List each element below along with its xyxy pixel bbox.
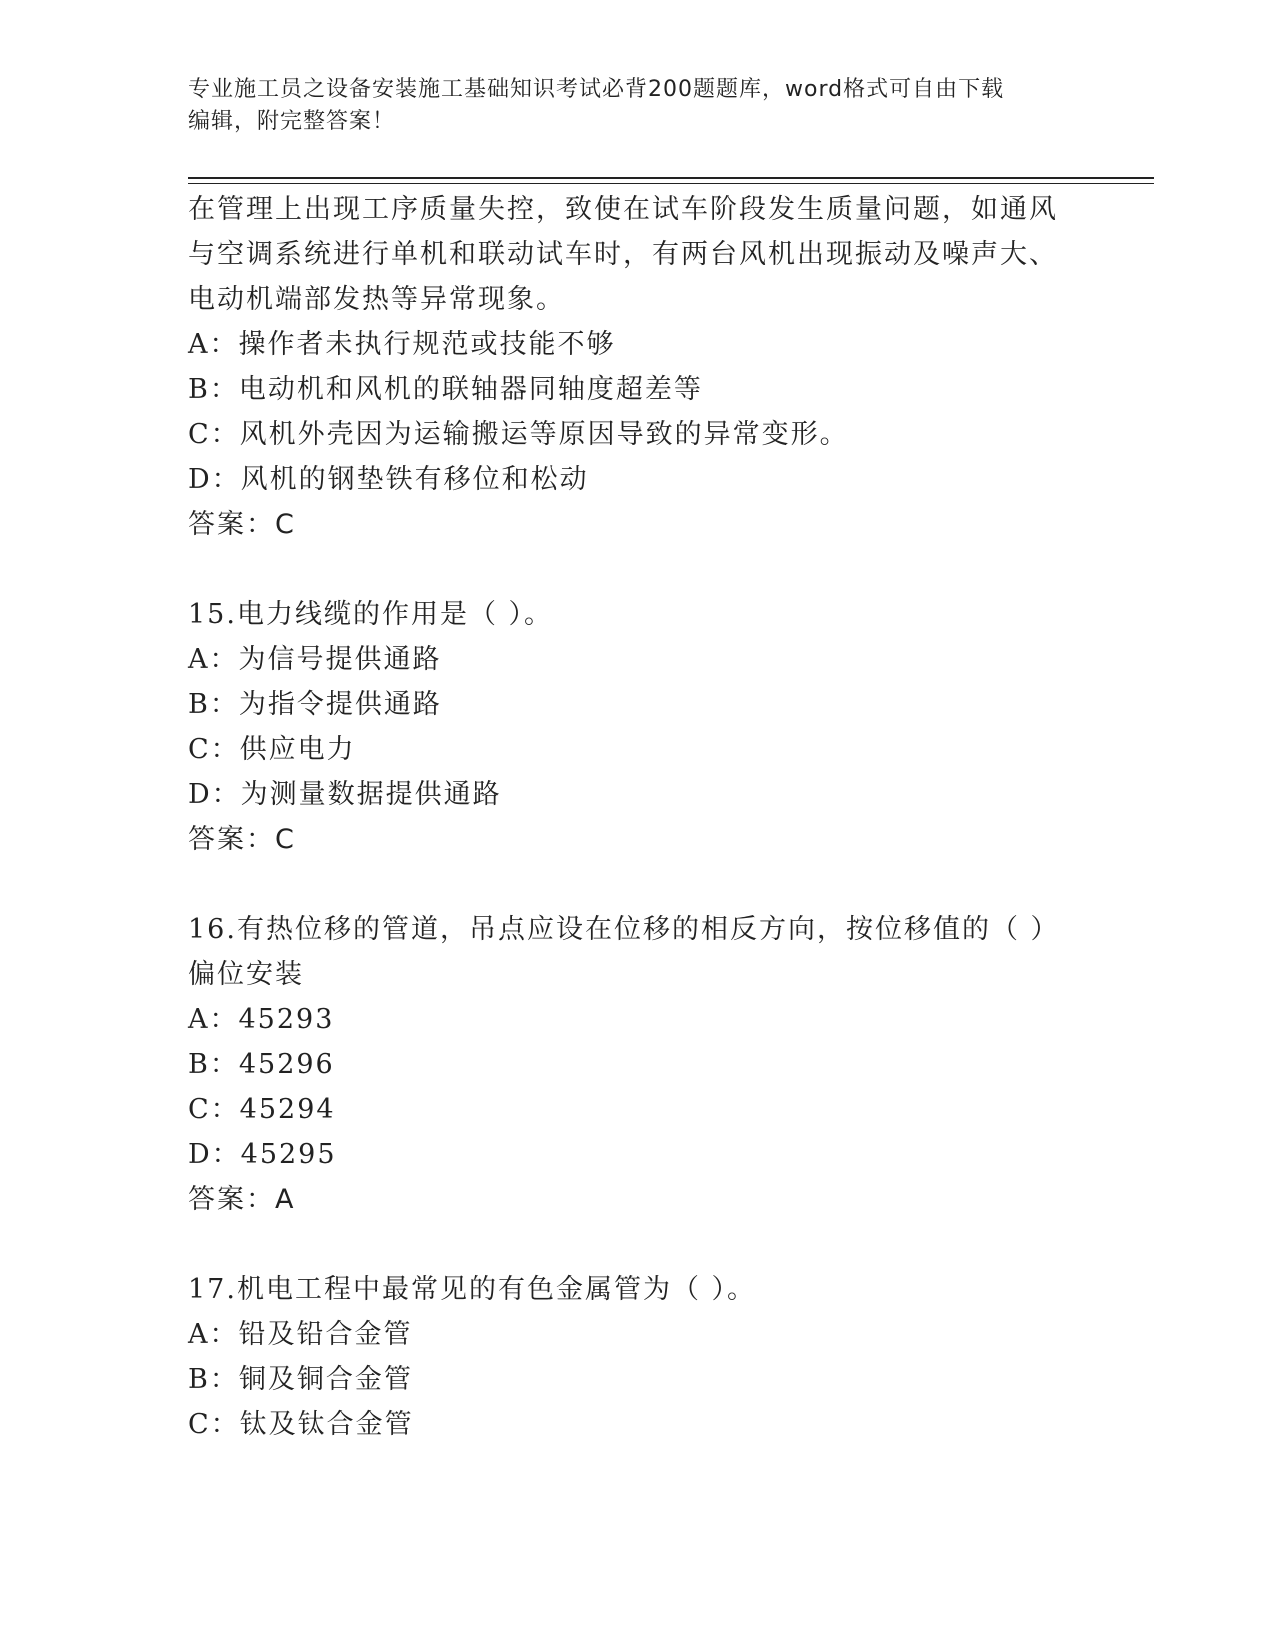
question-15-option-a: A：为信号提供通路 [188,644,442,675]
question-list [188,187,1068,1447]
question-15-option-c: C：供应电力 [188,734,356,765]
question-17-option-b: B：铜及铜合金管 [188,1364,413,1395]
question-16-option-d: D：45295 [188,1139,337,1170]
question-15-stem-line-1: 15.电力线缆的作用是（ ）。 [188,599,554,630]
header-divider-thick [188,177,1154,179]
question-14-option-c: C：风机外壳因为运输搬运等原因导致的异常变形。 [188,419,849,450]
question-spacer [188,547,1068,592]
question-16-option-a: A：45293 [188,1004,335,1035]
header-title-line-2: 编辑，附完整答案！ [188,109,396,134]
question-15-option-b: B：为指令提供通路 [188,689,442,720]
question-16-answer: 答案：A [188,1184,296,1215]
question-16-option-c: C：45294 [188,1094,336,1125]
question-spacer [188,862,1068,907]
question-14 [188,187,1068,547]
question-15-option-d: D：为测量数据提供通路 [188,779,502,810]
question-14-answer: 答案：C [188,509,296,540]
question-14-option-a: A：操作者未执行规范或技能不够 [188,329,616,360]
question-14-stem-line-3: 电动机端部发热等异常现象。 [188,284,565,315]
question-17 [188,1267,1068,1447]
question-16-stem-line-2: 偏位安装 [188,959,304,990]
question-16 [188,907,1068,1222]
question-14-option-b: B：电动机和风机的联轴器同轴度超差等 [188,374,703,405]
question-17-stem-line-1: 17.机电工程中最常见的有色金属管为（ ）。 [188,1274,757,1305]
question-14-stem-line-2: 与空调系统进行单机和联动试车时，有两台风机出现振动及噪声大、 [188,239,1058,270]
question-15-answer: 答案：C [188,824,296,855]
question-16-stem-line-1: 16.有热位移的管道，吊点应设在位移的相反方向，按位移值的（ ） [188,914,1060,945]
header-title-line-1: 专业施工员之设备安装施工基础知识考试必背200题题库，word格式可自由下载 [188,77,1005,102]
header-divider-thin [188,183,1154,184]
question-spacer [188,1222,1068,1267]
question-14-option-d: D：风机的钢垫铁有移位和松动 [188,464,589,495]
question-15 [188,592,1068,862]
question-17-option-a: A：铅及铅合金管 [188,1319,413,1350]
question-16-option-b: B：45296 [188,1049,335,1080]
document-header [188,74,1068,138]
question-17-option-c: C：钛及钛合金管 [188,1409,414,1440]
question-14-stem-line-1: 在管理上出现工序质量失控，致使在试车阶段发生质量问题，如通风 [188,194,1058,225]
